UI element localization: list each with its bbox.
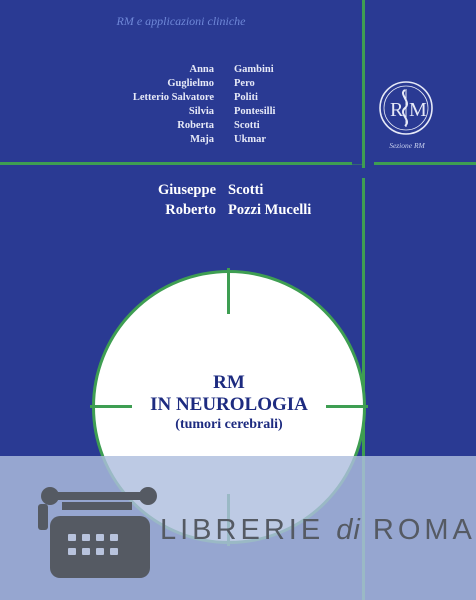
editor-first-name: Roberto [165, 202, 216, 218]
series-title: RM e applicazioni cliniche [116, 14, 246, 28]
editor-last-name: Pozzi Mucelli [228, 202, 312, 218]
svg-text:M: M [409, 99, 427, 121]
author-first-name: Silvia [188, 106, 214, 117]
book-title-line2: IN NEUROLOGIA [150, 394, 308, 415]
crosshair-tick-top [227, 268, 230, 314]
editor-row [0, 202, 476, 222]
watermark-brand-main: LIBRERIE [160, 514, 325, 546]
author-last-name: Ukmar [234, 134, 267, 145]
author-first-name: Roberta [177, 120, 214, 131]
watermark-brand-city: ROMA [372, 514, 476, 546]
horizontal-divider-line [0, 164, 362, 165]
author-last-name: Scotti [234, 120, 260, 131]
svg-text:R: R [390, 99, 404, 121]
author-first-name: Anna [189, 64, 214, 75]
editor-row [0, 182, 476, 202]
horizontal-divider-line [374, 162, 476, 165]
author-last-name: Pero [234, 78, 255, 89]
editor-first-name: Giuseppe [157, 182, 216, 198]
author-last-name: Politi [234, 92, 258, 103]
author-last-name: Gambini [234, 64, 274, 75]
author-row [0, 64, 476, 78]
typewriter-icon [32, 478, 162, 580]
book-title-line1: RM [213, 372, 245, 393]
sirm-logo [378, 80, 434, 136]
author-first-name: Maja [190, 134, 214, 145]
editor-last-name: Scotti [228, 182, 264, 198]
watermark-brand-di: di [336, 514, 361, 546]
watermark-brand [160, 514, 476, 547]
book-subtitle: (tumori cerebrali) [175, 417, 283, 432]
author-first-name: Letterio Salvatore [132, 92, 214, 103]
author-first-name: Guglielmo [167, 78, 214, 89]
author-last-name: Pontesilli [234, 106, 276, 117]
section-label: Sezione RM [389, 141, 425, 150]
